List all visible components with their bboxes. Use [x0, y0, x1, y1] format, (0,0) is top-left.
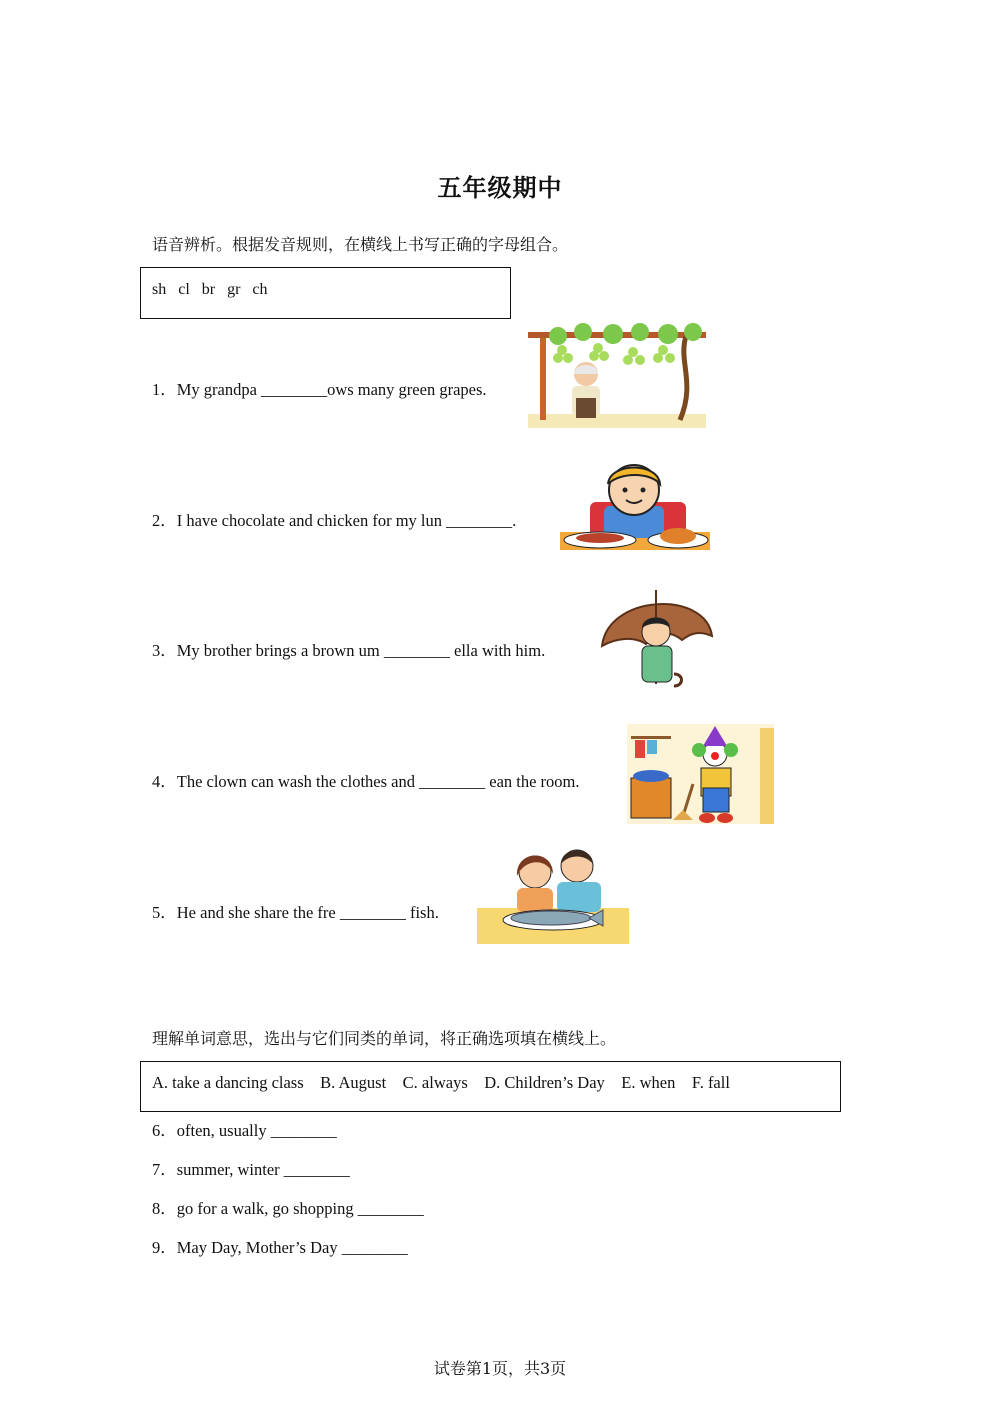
question-8: 8．go for a walk, go shopping ________ — [152, 1199, 424, 1218]
boy-lunch-picture — [560, 462, 710, 550]
letter-options-box — [140, 267, 511, 319]
clown-cleaning-picture — [627, 724, 774, 824]
section2-instruction: 理解单词意思，选出与它们同类的单词，将正确选项填在横线上。 — [152, 1029, 617, 1048]
grandpa-grapes-picture — [528, 322, 706, 428]
question-9: 9．May Day, Mother’s Day ________ — [152, 1238, 408, 1257]
question-6: 6．often, usually ________ — [152, 1121, 337, 1140]
section1-instruction: 语音辨析。根据发音规则，在横线上书写正确的字母组合。 — [152, 235, 569, 254]
question-7: 7．summer, winter ________ — [152, 1160, 350, 1179]
question-1: 1．My grandpa ________ows many green grapes. — [152, 380, 487, 399]
question-4: 4．The clown can wash the clothes and ________ ean the room. — [152, 772, 580, 791]
question-2: 2．I have chocolate and chicken for my lun ________. — [152, 511, 517, 530]
word-options: A. take a dancing class B. August C. always D. Children’s Day E. when F. fall — [152, 1073, 730, 1092]
question-5: 5．He and she share the fre ________ fish. — [152, 903, 439, 922]
boy-umbrella-picture — [598, 584, 716, 696]
letter-options: sh cl br gr ch — [152, 281, 268, 298]
couple-fish-picture — [477, 846, 629, 944]
question-3: 3．My brother brings a brown um ________ ella with him. — [152, 641, 546, 660]
page-title: 五年级期中 — [437, 174, 563, 202]
page-footer: 试卷第1页，共3页 — [433, 1359, 567, 1378]
word-options-box — [140, 1061, 841, 1112]
